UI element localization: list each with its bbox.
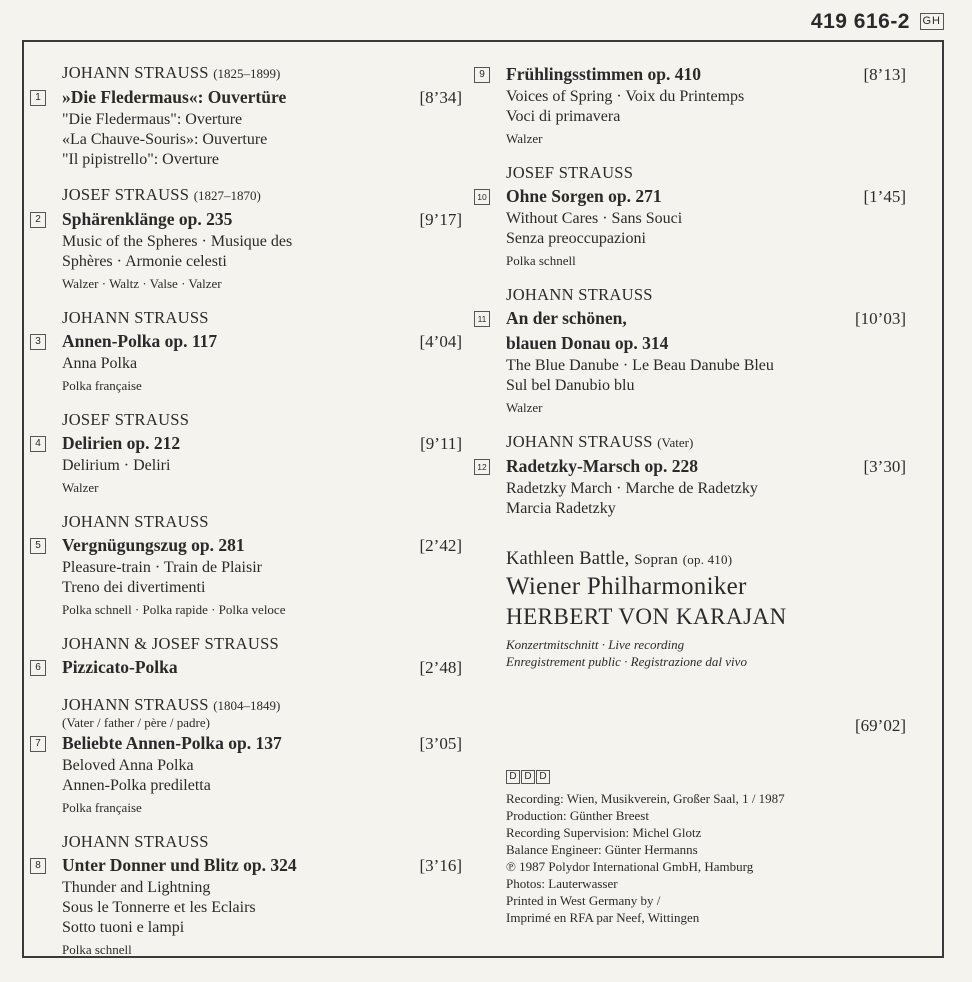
credit-line: Recording Supervision: Michel Glotz [506,825,702,840]
track-title: Beliebte Annen-Polka op. 137 [62,733,282,753]
track-block [477,148,906,270]
composer-name [506,284,906,306]
track-title-row [35,85,462,110]
track-subtitle: Pleasure-train · Train de Plaisir [62,559,262,576]
track-subtitle: Radetzky March · Marche de Radetzky [506,480,758,497]
track-title: Sphärenklänge op. 235 [62,209,233,229]
credit-line: Recording: Wien, Musikverein, Großer Saal, 1 / 1987 [506,791,785,806]
track-block [479,62,906,148]
track-title: An der schönen, [506,308,627,328]
composer-label: JOSEF STRAUSS [506,163,634,182]
track-subtitle: Senza preoccupazioni [506,230,646,247]
right-tracks [477,62,906,519]
track-duration: [3’30] [863,457,906,476]
track-duration: [2’42] [419,536,462,555]
track-form: Polka schnell · Polka rapide · Polka veloce [62,602,286,617]
composer-label: JOHANN STRAUSS [506,432,653,451]
composer-dates: (Vater) [657,435,694,450]
composer-name [62,633,462,655]
track-title-row [35,853,462,878]
spacer [62,680,462,694]
track-subtitle: Beloved Anna Polka [62,757,194,774]
tracklist-left-column [35,62,462,959]
track-duration: [1’45] [863,187,906,206]
track-subtitle: Voci di primavera [506,108,621,125]
composer-name [62,694,462,717]
track-block [477,417,906,519]
credit-line: ℗ 1987 Polydor International GmbH, Hamburg [506,859,754,874]
track-number-box: 1 [30,90,46,106]
track-title: Radetzky-Marsch op. 228 [506,456,698,476]
spacer [62,817,462,831]
composer-name [62,62,462,85]
track-form: Polka schnell [62,942,132,957]
spacer [506,417,906,431]
track-number-box: 12 [474,459,490,475]
track-number-box: 7 [30,736,46,752]
ddd-letter: D [521,770,535,784]
track-title: Annen-Polka op. 117 [62,331,218,351]
composer-label: JOSEF STRAUSS [62,410,190,429]
track-form: Walzer [506,131,543,146]
track-title-row [477,306,906,331]
composer-name [62,511,462,533]
track-block [35,817,462,959]
track-subtitle: Music of the Spheres · Musique des [62,233,293,250]
soloist-line [506,547,906,572]
track-duration: [8’34] [419,88,462,107]
track-title: Unter Donner und Blitz op. 324 [62,855,297,875]
track-subtitle: Treno dei divertimenti [62,579,206,596]
live-recording-note-1: Konzertmitschnitt · Live recording [506,637,685,652]
track-subtitle: Delirium · Deliri [62,457,171,474]
track-duration: [9’11] [420,434,462,453]
track-title-row [35,329,462,354]
composer-label: JOHANN & JOSEF STRAUSS [62,634,280,653]
soloist-role: Sopran [634,552,678,568]
conductor-name: HERBERT VON KARAJAN [506,604,787,629]
track-title-row [35,533,462,558]
composer-label: JOHANN STRAUSS [62,63,209,82]
composer-label: JOHANN STRAUSS [62,512,209,531]
spacer [62,395,462,409]
track-form: Walzer [62,480,99,495]
track-duration: [9’17] [419,210,462,229]
track-subtitle: Thunder and Lightning [62,879,211,896]
composer-dates: (1804–1849) [213,698,281,713]
total-duration: [69’02] [855,716,906,735]
track-title-row [35,655,462,680]
composer-label: JOSEF STRAUSS [62,185,190,204]
credit-line: Production: Günther Breest [506,808,649,823]
spacer [506,148,906,162]
track-title: Delirien op. 212 [62,433,181,453]
orchestra-name: Wiener Philharmoniker [506,573,747,600]
track-subtitle: Sul bel Danubio blu [506,377,635,394]
track-number-box: 9 [474,67,490,83]
track-subtitle: Without Cares · Sans Souci [506,210,683,227]
live-recording-note-2: Enregistrement public · Registrazione dal vivo [506,654,747,669]
ddd-letter: D [536,770,550,784]
catalog-number: 419 616-2 [810,10,910,33]
track-title: »Die Fledermaus«: Ouvertüre [62,87,287,107]
track-title: Frühlingsstimmen op. 410 [506,64,701,84]
composer-label: JOHANN STRAUSS [62,832,209,851]
track-form: Walzer [506,400,543,415]
composer-label: JOHANN STRAUSS [62,308,209,327]
track-subtitle: Anna Polka [62,355,138,372]
track-block [35,680,462,817]
track-subtitle: Sotto tuoni e lampi [62,919,185,936]
track-number-box: 4 [30,436,46,452]
track-subtitle: "Die Fledermaus": Overture [62,111,243,128]
track-number-box: 8 [30,858,46,874]
track-title-continued: blauen Donau op. 314 [506,333,669,353]
track-form: Walzer · Waltz · Valse · Valzer [62,276,222,291]
track-subtitle: The Blue Danube · Le Beau Danube Bleu [506,357,774,374]
track-block [35,619,462,680]
track-title-row-2 [506,331,906,356]
track-block [35,293,462,395]
track-subtitle: «La Chauve-Souris»: Ouverture [62,131,268,148]
track-title: Pizzicato-Polka [62,657,178,677]
ddd-code [506,770,551,784]
credit-line: Photos: Lauterwasser [506,876,618,891]
credit-line: Printed in West Germany by / [506,893,661,908]
track-title-row [477,454,906,479]
track-title: Ohne Sorgen op. 271 [506,186,662,206]
track-block [35,497,462,619]
spacer [62,293,462,307]
credit-line: Imprimé en RFA par Neef, Wittingen [506,910,700,925]
credit-line: Balance Engineer: Günter Hermanns [506,842,698,857]
track-subtitle: Sphères · Armonie celesti [62,253,227,270]
track-subtitle: Annen-Polka prediletta [62,777,211,794]
track-subtitle: "Il pipistrello": Overture [62,151,220,168]
track-duration: [3’16] [419,856,462,875]
track-title-row [35,207,462,232]
track-number-box: 2 [30,212,46,228]
soloist-role-note: (op. 410) [682,552,733,567]
composer-name [62,307,462,329]
track-form: Polka française [62,378,142,393]
track-number-box: 3 [30,334,46,350]
composer-name [62,184,462,207]
track-duration: [4’04] [419,332,462,351]
track-block [35,170,462,293]
soloist-name: Kathleen Battle, [506,549,630,569]
track-title: Vergnügungszug op. 281 [62,535,245,555]
composer-label: JOHANN STRAUSS [62,695,209,714]
spacer [62,170,462,184]
composer-name [62,831,462,853]
track-subtitle: Sous le Tonnerre et les Eclairs [62,899,256,916]
composer-name [62,409,462,431]
composer-dates: (1825–1899) [213,66,281,81]
tracklist-right-column [477,62,906,926]
composer-name [506,162,906,184]
track-title-row [35,731,462,756]
track-block [477,270,906,417]
track-number-box: 5 [30,538,46,554]
track-subtitle: Voices of Spring · Voix du Printemps [506,88,745,105]
track-subtitle: Marcia Radetzky [506,500,616,517]
composer-dates: (1827–1870) [193,188,261,203]
tracklist-frame [22,40,944,958]
track-number-box: 11 [474,311,490,327]
track-form: Polka schnell [506,253,576,268]
track-block [35,62,462,170]
spacer [62,619,462,633]
track-duration: [8’13] [863,65,906,84]
spacer [62,497,462,511]
composer-name [506,431,906,454]
track-title-row [35,431,462,456]
track-duration: [10’03] [855,309,906,328]
track-number-box: 6 [30,660,46,676]
ddd-letter: D [506,770,520,784]
label-code-badge: GH [920,13,945,30]
track-form: Polka française [62,800,142,815]
spacer [506,270,906,284]
track-block [35,395,462,497]
track-number-box: 10 [474,189,490,205]
track-title-row [477,184,906,209]
track-duration: [3’05] [419,734,462,753]
track-title-row [479,62,906,87]
recording-credits [506,790,906,926]
composer-label: JOHANN STRAUSS [506,285,653,304]
composer-note: (Vater / father / père / padre) [62,715,210,730]
track-duration: [2’48] [419,658,462,677]
